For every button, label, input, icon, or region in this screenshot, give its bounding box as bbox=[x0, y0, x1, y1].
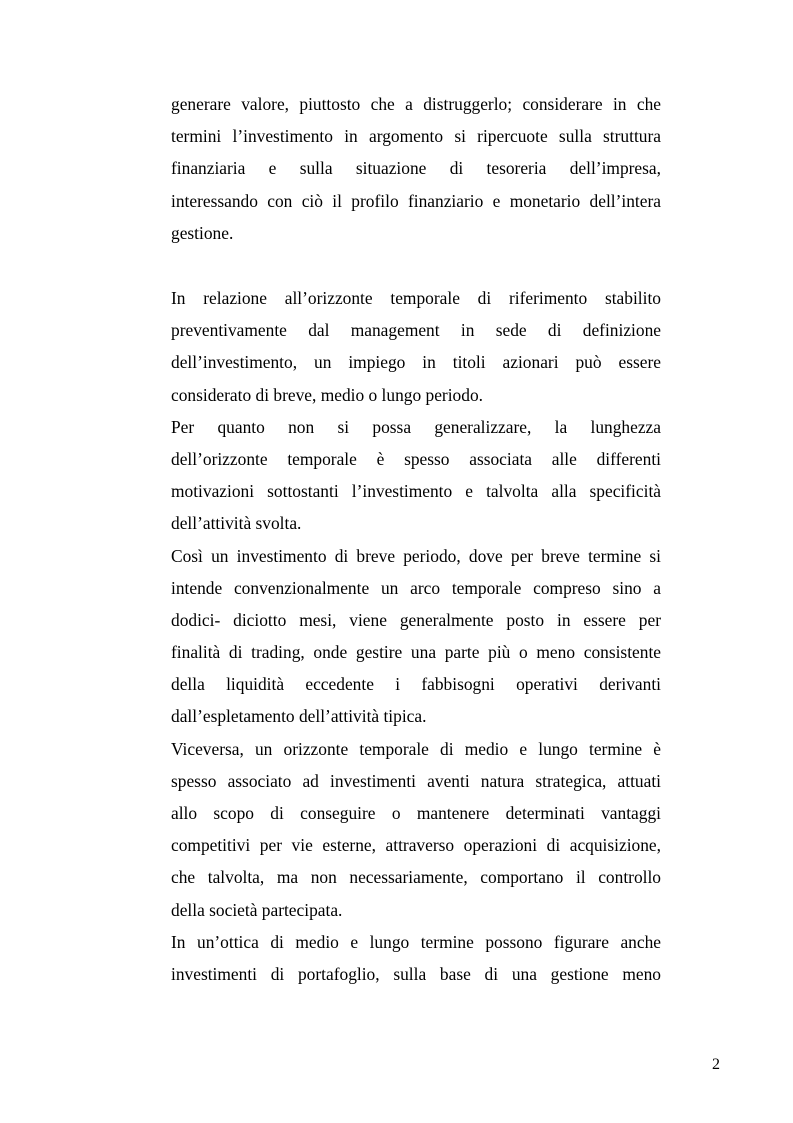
text-line: spesso associato ad investimenti aventi natura strategica, attuati bbox=[171, 770, 661, 791]
text-line: generare valore, piuttosto che a distruggerlo; considerare in che bbox=[171, 94, 661, 114]
text-line: dodici- diciotto mesi, viene generalmente posto in essere per bbox=[171, 609, 661, 630]
text-line: investimenti di portafoglio, sulla base di una gestione meno bbox=[171, 963, 661, 984]
text-line: dell’attività svolta. bbox=[171, 513, 302, 534]
body-text bbox=[171, 282, 661, 990]
text-line: Così un investimento di breve periodo, dove per breve termine si bbox=[171, 545, 661, 566]
text-line: della società partecipata. bbox=[171, 899, 343, 920]
text-line: dell’orizzonte temporale è spesso associata alle differenti bbox=[171, 448, 661, 469]
text-line: dell’investimento, un impiego in titoli azionari può essere bbox=[171, 352, 661, 373]
paragraph bbox=[171, 926, 661, 990]
text-line: preventivamente dal management in sede di definizione bbox=[171, 320, 661, 341]
text-line: dall’espletamento dell’attività tipica. bbox=[171, 706, 427, 727]
text-line: della liquidità eccedente i fabbisogni operativi derivanti bbox=[171, 674, 661, 695]
text-line: Per quanto non si possa generalizzare, la lunghezza bbox=[171, 416, 661, 437]
text-line: interessando con ciò il profilo finanziario e monetario dell’intera bbox=[171, 190, 661, 211]
paragraph bbox=[171, 733, 661, 926]
text-line: finalità di trading, onde gestire una parte più o meno consistente bbox=[171, 642, 661, 663]
text-line: In relazione all’orizzonte temporale di riferimento stabilito bbox=[171, 288, 661, 308]
text-line: motivazioni sottostanti l’investimento e talvolta alla specificità bbox=[171, 481, 661, 502]
text-line: intende convenzionalmente un arco temporale compreso sino a bbox=[171, 577, 661, 598]
paragraph bbox=[171, 411, 661, 540]
text-line: considerato di breve, medio o lungo periodo. bbox=[171, 384, 483, 405]
text-line: allo scopo di conseguire o mantenere determinati vantaggi bbox=[171, 803, 661, 823]
text-line: competitivi per vie esterne, attraverso operazioni di acquisizione, bbox=[171, 835, 661, 856]
text-line: finanziaria e sulla situazione di tesoreria dell’impresa, bbox=[171, 158, 661, 179]
paragraph bbox=[171, 540, 661, 733]
text-line: gestione. bbox=[171, 222, 234, 243]
paragraph bbox=[171, 282, 661, 411]
text-line: termini l’investimento in argomento si ripercuote sulla struttura bbox=[171, 126, 661, 147]
intro-paragraph bbox=[171, 88, 661, 249]
page-number: 2 bbox=[712, 1056, 720, 1073]
text-line: Viceversa, un orizzonte temporale di medio e lungo termine è bbox=[171, 738, 661, 759]
text-line: che talvolta, ma non necessariamente, comportano il controllo bbox=[171, 867, 661, 888]
text-line: In un’ottica di medio e lungo termine possono figurare anche bbox=[171, 931, 661, 952]
